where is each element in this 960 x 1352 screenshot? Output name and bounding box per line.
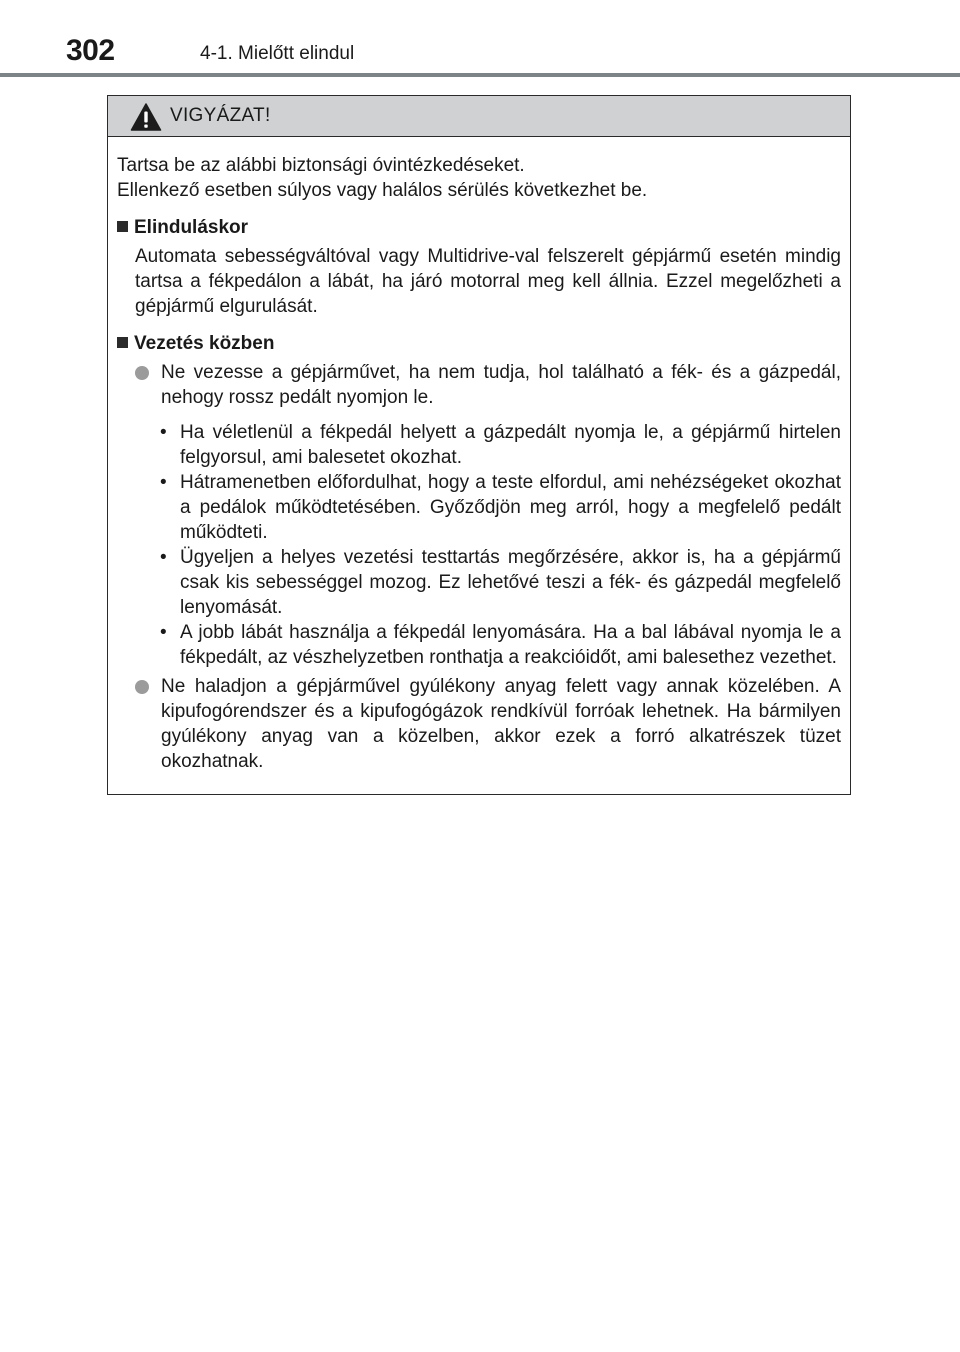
sub-bullet-text: Hátramenetben előfordulhat, hogy a teste elfordul, ami nehézségeket okozhat a pedálok működtetésében. Győződjön meg arról, hogy a megfelelő pedált működteti. [180, 472, 841, 543]
list-item-text: Ne haladjon a gépjárművel gyúlékony anyag felett vagy annak közelében. A kipufogórendszer és a kipufogógázok rendkívül forróak lehetnek. Ha bármilyen gyúlékony anyag van a közelben, akkor ezek a forró alkatrészek tüzet okozhatnak. [161, 676, 841, 772]
bullet-dot-icon: • [160, 547, 167, 568]
sub-bullet-item [117, 420, 841, 470]
intro-line-1: Tartsa be az alábbi biztonsági óvintézkedéseket. [117, 155, 525, 176]
square-bullet-icon [117, 221, 128, 232]
bullet-dot-icon: • [160, 622, 167, 643]
list-item [117, 360, 841, 410]
section-heading-label: Vezetés közben [134, 333, 275, 354]
intro-line-2: Ellenkező esetben súlyos vagy halálos sérülés következhet be. [117, 180, 648, 201]
bullet-dot-icon: • [160, 472, 167, 493]
warning-intro [117, 153, 841, 203]
section-heading-elindulaskor [117, 215, 841, 240]
warning-triangle-icon [130, 102, 162, 132]
list-item-text: Ne vezesse a gépjárművet, ha nem tudja, hol található a fék- és a gázpedál, nehogy rossz pedált nyomjon le. [161, 362, 841, 408]
section-heading-vezetes-kozben [117, 331, 841, 356]
sub-bullet-item [117, 620, 841, 670]
section-text-elindulaskor: Automata sebességváltóval vagy Multidrive-val felszerelt gépjármű esetén mindig tartsa a fékpedálon a lábát, ha járó motorral meg kell állnia. Ezzel megelőzheti a gépjármű elgurulását. [135, 246, 841, 317]
section-heading-label: Elinduláskor [134, 217, 249, 238]
header-rule [0, 73, 960, 77]
sub-bullet-list [117, 420, 841, 670]
sub-bullet-text: Ha véletlenül a fékpedál helyett a gázpedált nyomja le, a gépjármű hirtelen felgyorsul, ami balesetet okozhat. [180, 422, 841, 468]
sub-bullet-item [117, 545, 841, 620]
page-header [0, 0, 960, 76]
sub-bullet-item [117, 470, 841, 545]
square-bullet-icon [117, 337, 128, 348]
warning-content [117, 153, 841, 780]
bullet-dot-icon: • [160, 422, 167, 443]
page-number: 302 [66, 34, 115, 67]
list-item [117, 674, 841, 774]
warning-header [108, 96, 850, 137]
sub-bullet-text: A jobb lábát használja a fékpedál lenyomására. Ha a bal lábával nyomja le a fékpedált, az vészhelyzetben ronthatja a reakcióidőt, ami balesethez vezethet. [180, 622, 841, 668]
circle-bullet-icon [135, 680, 149, 694]
warning-title: VIGYÁZAT! [170, 105, 271, 126]
warning-box [107, 95, 851, 795]
section-title: 4-1. Mielőtt elindul [200, 43, 355, 64]
circle-bullet-icon [135, 366, 149, 380]
sub-bullet-text: Ügyeljen a helyes vezetési testtartás megőrzésére, akkor is, ha a gépjármű csak kis sebességgel mozog. Ez lehetővé teszi a fék- és gázpedál megfelelő lenyomását. [180, 547, 841, 618]
